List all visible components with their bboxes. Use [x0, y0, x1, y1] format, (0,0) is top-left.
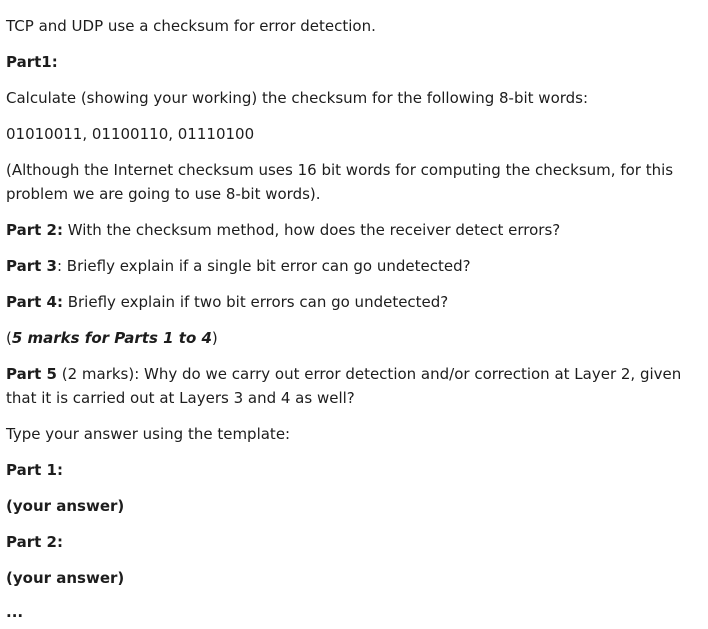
- binary-words: 01010011, 01100110, 01110100: [6, 125, 255, 143]
- part2-label: Part 2:: [6, 221, 63, 239]
- template-part1-heading: [6, 458, 63, 482]
- marks-open-paren: (: [6, 329, 12, 347]
- template-part1-label: Part 1:: [6, 461, 63, 479]
- template-ellipsis: [6, 600, 23, 624]
- part4-text: Briefly explain if two bit errors can go undetected?: [62, 293, 449, 311]
- marks-close-paren: ): [211, 329, 218, 347]
- marks-note-text: 5 marks for Parts 1 to 4: [11, 329, 212, 347]
- part1-heading: [6, 50, 58, 74]
- part4-question: [6, 290, 448, 314]
- part5-text: : Why do we carry out error detection and/or correction at Layer 2, given that it is carried out at Layers 3 and 4 as well?: [6, 365, 682, 407]
- part5-question: [6, 362, 696, 410]
- template-answer1-text: (your answer): [6, 497, 125, 515]
- template-part2-label: Part 2:: [6, 533, 63, 551]
- intro-text: TCP and UDP use a checksum for error detection.: [6, 17, 376, 35]
- part1-heading-label: Part1:: [6, 53, 58, 71]
- part4-label: Part 4:: [6, 293, 63, 311]
- template-ellipsis-text: ...: [6, 603, 24, 621]
- part2-text: With the checksum method, how does the receiver detect errors?: [62, 221, 561, 239]
- template-answer2-text: (your answer): [6, 569, 125, 587]
- template-part2-heading: [6, 530, 63, 554]
- template-answer2: [6, 566, 124, 590]
- part5-marks: (2 marks): [56, 365, 135, 383]
- part3-label: Part 3: [6, 257, 57, 275]
- part3-text: : Briefly explain if a single bit error can go undetected?: [56, 257, 471, 275]
- part1-instruction: Calculate (showing your working) the checksum for the following 8-bit words:: [6, 89, 589, 107]
- part1-note: (Although the Internet checksum uses 16 bit words for computing the checksum, for this problem we are going to use 8-bit words).: [6, 161, 674, 203]
- part3-question: [6, 254, 471, 278]
- marks-note: [6, 326, 218, 350]
- template-instruction: Type your answer using the template:: [6, 425, 291, 443]
- part2-question: [6, 218, 560, 242]
- part5-label: Part 5: [6, 365, 57, 383]
- template-answer1: [6, 494, 124, 518]
